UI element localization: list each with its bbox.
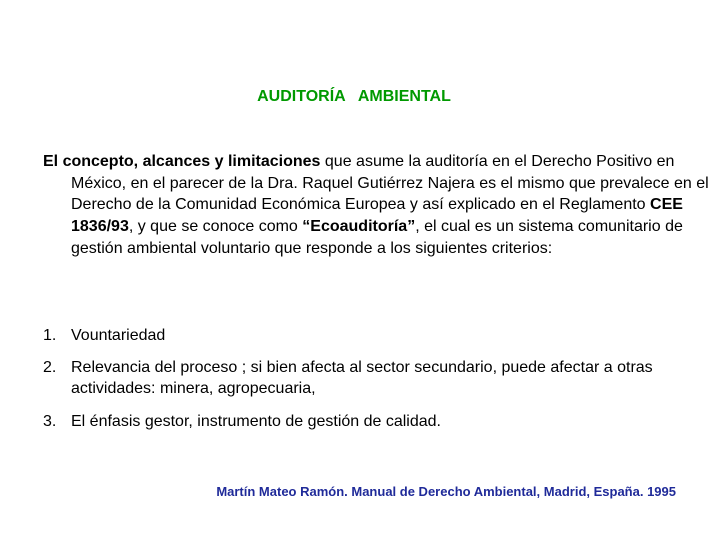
criteria-list — [43, 325, 693, 433]
list-item — [43, 411, 693, 433]
intro-text-1: que asume la auditoría en el Derecho Positivo en México, en el parecer de la Dra. Raquel Gutiérrez Najera es el mismo que prevalece en el Derecho de la Comunidad Económica Europea y así explicado en el Reglamento — [71, 153, 709, 214]
list-item-text: El énfasis gestor, instrumento de gestión de calidad. — [71, 413, 441, 431]
regulation-code: CEE 1836/93 — [71, 196, 683, 236]
intro-paragraph — [43, 151, 720, 260]
intro-lead-bold: El concepto, alcances y limitaciones — [43, 153, 321, 170]
list-item — [43, 357, 693, 400]
ecoauditoria-term: “Ecoauditoría” — [302, 218, 416, 236]
list-item — [43, 325, 693, 347]
citation: Martín Mateo Ramón. Manual de Derecho Ambiental, Madrid, España. 1995 — [216, 484, 676, 499]
list-item-text: Relevancia del proceso ; si bien afecta al sector secundario, puede afectar a otras actividades: minera, agropecuaria, — [71, 358, 653, 398]
intro-text-3: , el cual es un sistema comunitario de gestión ambiental voluntario que responde a los siguientes criterios: — [71, 218, 683, 257]
page-title: AUDITORÍA AMBIENTAL — [257, 88, 451, 105]
list-item-text: Vountariedad — [71, 327, 166, 344]
list-item-number: 1. — [43, 327, 57, 344]
intro-text-2: , y que se conoce como — [128, 218, 303, 236]
list-item-number: 2. — [43, 358, 57, 376]
list-item-number: 3. — [43, 413, 57, 431]
